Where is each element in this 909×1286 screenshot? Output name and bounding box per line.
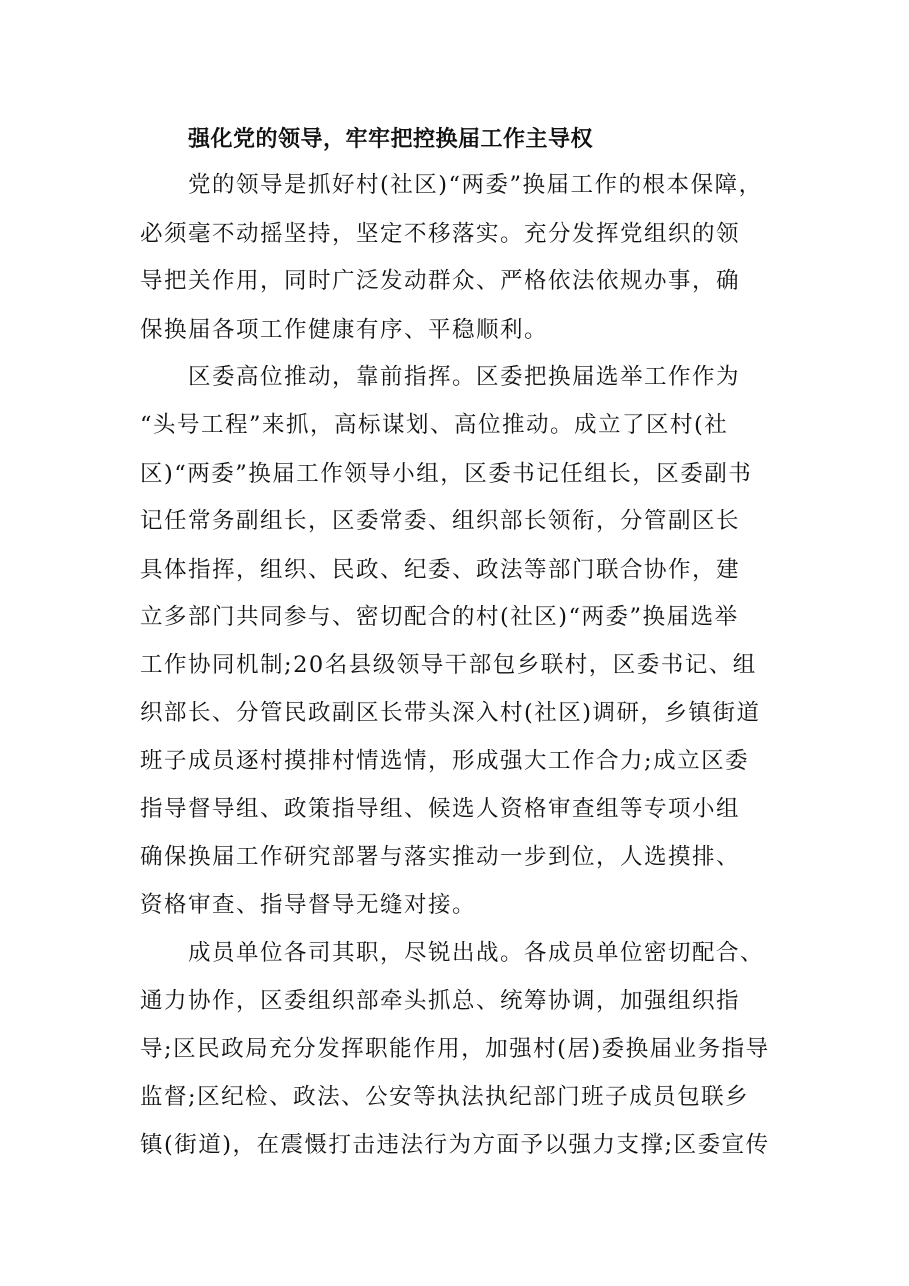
paragraph-line: 导把关作用，同时广泛发动群众、严格依法依规办事，确 [140,268,741,294]
paragraph-line: 导;区民政局充分发挥职能作用，加强村(居)委换届业务指导 [140,1036,770,1062]
paragraph-line: 工作协同机制;20名县级领导干部包乡联村，区委书记、组 [140,652,757,678]
paragraph-line: 记任常务副组长，区委常委、组织部长领衔，分管副区长 [140,508,741,534]
paragraph-line: 立多部门共同参与、密切配合的村(社区)“两委”换届选举 [140,604,739,630]
paragraph-line: 成员单位各司其职，尽锐出战。各成员单位密切配合、 [140,940,765,966]
paragraph-line: 区)“两委”换届工作领导小组，区委书记任组长，区委副书 [140,461,753,487]
paragraph-line: 保换届各项工作健康有序、平稳顺利。 [140,317,549,343]
paragraph-line: 确保换届工作研究部署与落实推动一步到位，人选摸排、 [140,844,741,870]
paragraph-line: 具体指挥，组织、民政、纪委、政法等部门联合协作，建 [140,557,741,583]
section-heading: 强化党的领导，牢牢把控换届工作主导权 [188,127,594,152]
paragraph-line: 班子成员逐村摸排村情选情，形成强大工作合力;成立区委 [140,748,750,774]
paragraph-line: 通力协作，区委组织部牵头抓总、统筹协调，加强组织指 [140,988,741,1014]
paragraph-line: 镇(街道)，在震慑打击违法行为方面予以强力支撑;区委宣传 [140,1132,770,1158]
paragraph-line: 监督;区纪检、政法、公安等执法执纪部门班子成员包联乡 [140,1084,750,1110]
paragraph-line: 指导督导组、政策指导组、候选人资格审查组等专项小组 [140,796,741,822]
paragraph-line: 区委高位推动，靠前指挥。区委把换届选举工作作为 [140,364,741,390]
paragraph-line: 织部长、分管民政副区长带头深入村(社区)调研，乡镇街道 [140,700,761,726]
paragraph-line: 党的领导是抓好村(社区)“两委”换届工作的根本保障， [140,172,763,198]
paragraph-line: “头号工程”来抓，高标谋划、高位推动。成立了区村(社 [140,412,729,438]
paragraph-line: 资格审查、指导督导无缝对接。 [140,892,477,918]
paragraph-line: 必须毫不动摇坚持，坚定不移落实。充分发挥党组织的领 [140,221,741,247]
